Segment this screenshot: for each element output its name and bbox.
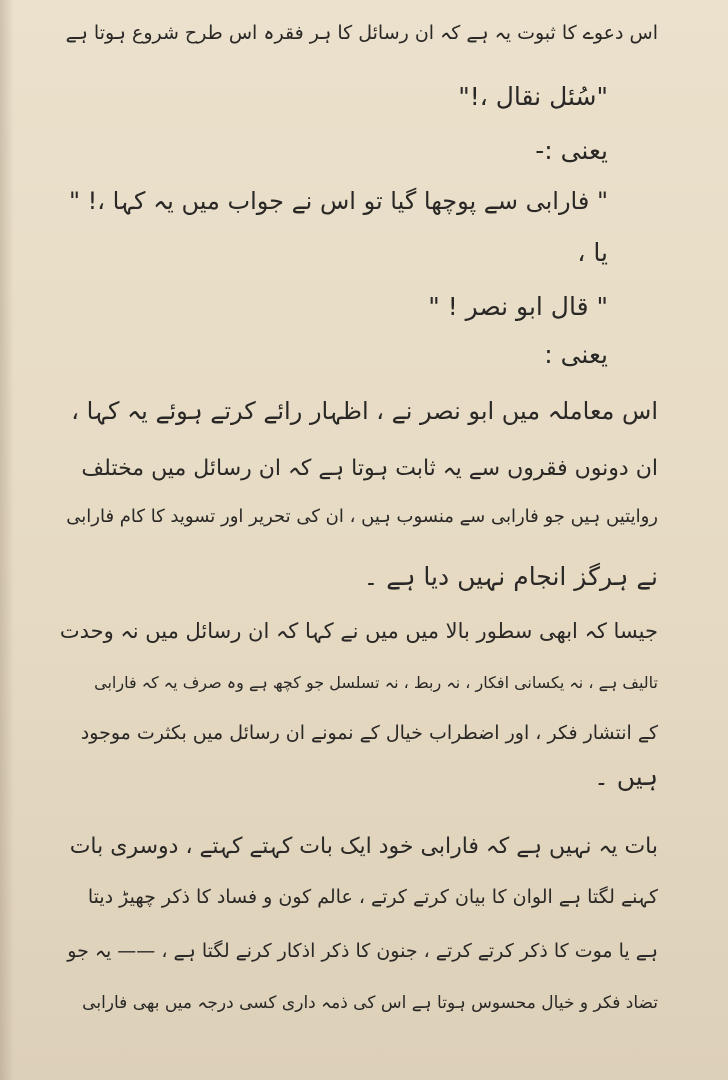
text-line-10: روایتیں ہیں جو فارابی سے منسوب ہیں ، ان کی تحریر اور تسوید کا کام فارابی (66, 506, 658, 527)
text-line-2: "سُئل نقال ،!" (458, 82, 608, 111)
text-line-11: نے ہرگز انجام نہیں دیا ہے ۔ (363, 562, 658, 591)
text-line-16: بات یہ نہیں ہے کہ فارابی خود ایک بات کہتے کہتے ، دوسری بات (69, 834, 658, 859)
text-line-9: ان دونوں فقروں سے یہ ثابت ہوتا ہے کہ ان رسائل میں مختلف (81, 456, 658, 481)
text-line-4: " فارابی سے پوچھا گیا تو اس نے جواب میں یہ کہا ،! " (69, 187, 608, 215)
text-line-13: تالیف ہے ، نہ یکسانی افکار ، نہ ربط ، نہ تسلسل جو کچھ ہے وہ صرف یہ کہ فارابی (94, 673, 658, 692)
text-line-19: تضاد فکر و خیال محسوس ہوتا ہے اس کی ذمہ داری کسی درجہ میں بھی فارابی (82, 993, 658, 1013)
text-line-8: اس معاملہ میں ابو نصر نے ، اظہار رائے کرتے ہوئے یہ کہا ، (71, 397, 658, 425)
text-line-17: کہنے لگتا ہے الوان کا بیان کرتے کرتے ، عالم کون و فساد کا ذکر چھیڑ دیتا (87, 886, 658, 908)
text-line-15: ہیں ۔ (594, 762, 658, 791)
text-line-12: جیسا کہ ابھی سطور بالا میں میں نے کہا کہ ان رسائل میں نہ وحدت (59, 619, 658, 643)
text-line-18: ہے یا موت کا ذکر کرتے کرتے ، جنون کا ذکر اذکار کرنے لگتا ہے ، —— یہ جو (67, 940, 658, 962)
text-line-14: کے انتشار فکر ، اور اضطراب خیال کے نمونے ان رسائل میں بکثرت موجود (80, 722, 658, 744)
text-line-6: " قال ابو نصر ! " (428, 292, 608, 321)
text-line-3: یعنی :- (535, 136, 608, 165)
text-line-5: یا ، (577, 238, 608, 267)
text-line-1: اس دعوے کا ثبوت یہ ہے کہ ان رسائل کا ہر فقرہ اس طرح شروع ہوتا ہے (65, 22, 658, 44)
text-line-7: یعنی : (544, 340, 608, 369)
